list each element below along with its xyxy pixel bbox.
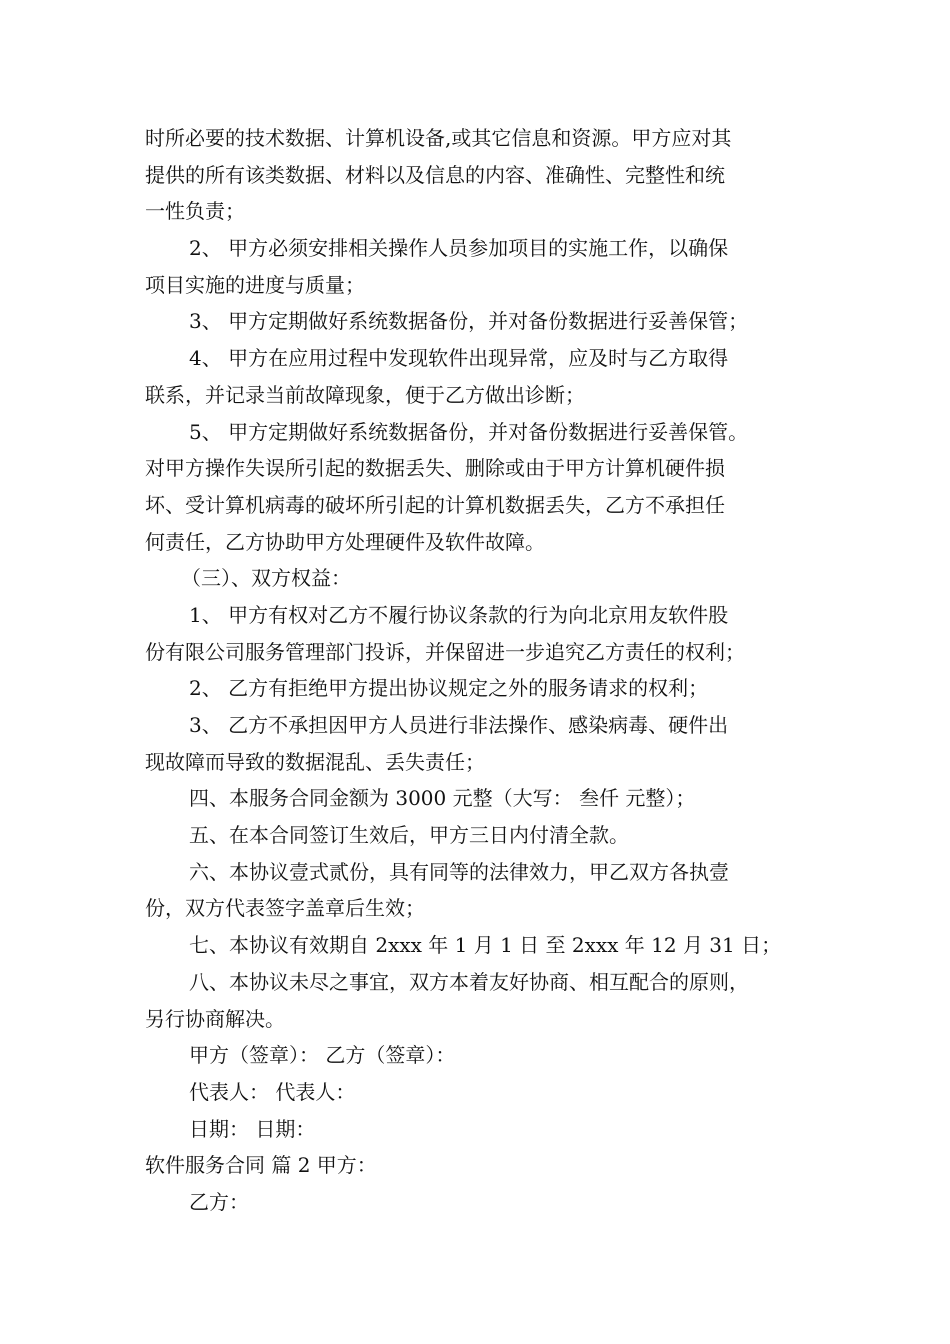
representative-line: 代表人： 代表人： — [189, 1079, 356, 1104]
section-heading-rights: （三）、双方权益： — [181, 566, 351, 591]
clause-3: 3、 甲方定期做好系统数据备份，并对备份数据进行妥善保管； — [189, 309, 749, 334]
paragraph-line: 时所必要的技术数据、计算机设备,或其它信息和资源。甲方应对其 — [145, 126, 732, 150]
contract-2-heading: 软件服务合同 篇 2 甲方： — [145, 1153, 377, 1178]
rights-clause-2: 2、 乙方有拒绝甲方提出协议规定之外的服务请求的权利； — [189, 676, 709, 701]
paragraph-line: 份，双方代表签字盖章后生效； — [145, 896, 425, 921]
rights-clause-1: 1、 甲方有权对乙方不履行协议条款的行为向北京用友软件股 — [189, 602, 729, 627]
clause-validity: 七、本协议有效期自 2xxx 年 1 月 1 日 至 2xxx 年 12 月 31 日； — [189, 933, 782, 958]
paragraph-line: 现故障而导致的数据混乱、丢失责任； — [145, 749, 485, 774]
clause-amount: 四、本服务合同金额为 3000 元整（大写： 叁仟 元整）； — [189, 786, 696, 811]
clause-copies: 六、本协议壹式贰份，具有同等的法律效力，甲乙双方各执壹 — [189, 859, 729, 884]
clause-other: 八、本协议未尽之事宜，双方本着友好协商、相互配合的原则， — [189, 969, 749, 994]
party-b-line: 乙方： — [189, 1189, 249, 1214]
paragraph-line: 联系，并记录当前故障现象，便于乙方做出诊断； — [145, 382, 585, 407]
clause-5: 5、 甲方定期做好系统数据备份，并对备份数据进行妥善保管。 — [189, 419, 749, 444]
paragraph-line: 坏、受计算机病毒的破坏所引起的计算机数据丢失，乙方不承担任 — [145, 492, 725, 517]
contract-text — [145, 120, 815, 1221]
paragraph-line: 一性负责； — [145, 199, 245, 224]
rights-clause-3: 3、 乙方不承担因甲方人员进行非法操作、感染病毒、硬件出 — [189, 713, 729, 737]
date-line: 日期： 日期： — [189, 1116, 316, 1141]
clause-2: 2、 甲方必须安排相关操作人员参加项目的实施工作，以确保 — [189, 236, 729, 261]
paragraph-line: 何责任，乙方协助甲方处理硬件及软件故障。 — [145, 529, 545, 554]
paragraph-line: 提供的所有该类数据、材料以及信息的内容、准确性、完整性和统 — [145, 162, 725, 187]
paragraph-line: 项目实施的进度与质量； — [145, 272, 365, 297]
paragraph-line: 另行协商解决。 — [145, 1006, 285, 1031]
clause-payment: 五、在本合同签订生效后，甲方三日内付清全款。 — [189, 823, 629, 848]
clause-4: 4、 甲方在应用过程中发现软件出现异常，应及时与乙方取得 — [189, 346, 729, 371]
signature-line: 甲方（签章）： 乙方（签章）： — [189, 1043, 456, 1068]
paragraph-line: 份有限公司服务管理部门投诉，并保留进一步追究乙方责任的权利； — [145, 639, 745, 664]
paragraph-line: 对甲方操作失误所引起的数据丢失、删除或由于甲方计算机硬件损 — [145, 456, 725, 481]
